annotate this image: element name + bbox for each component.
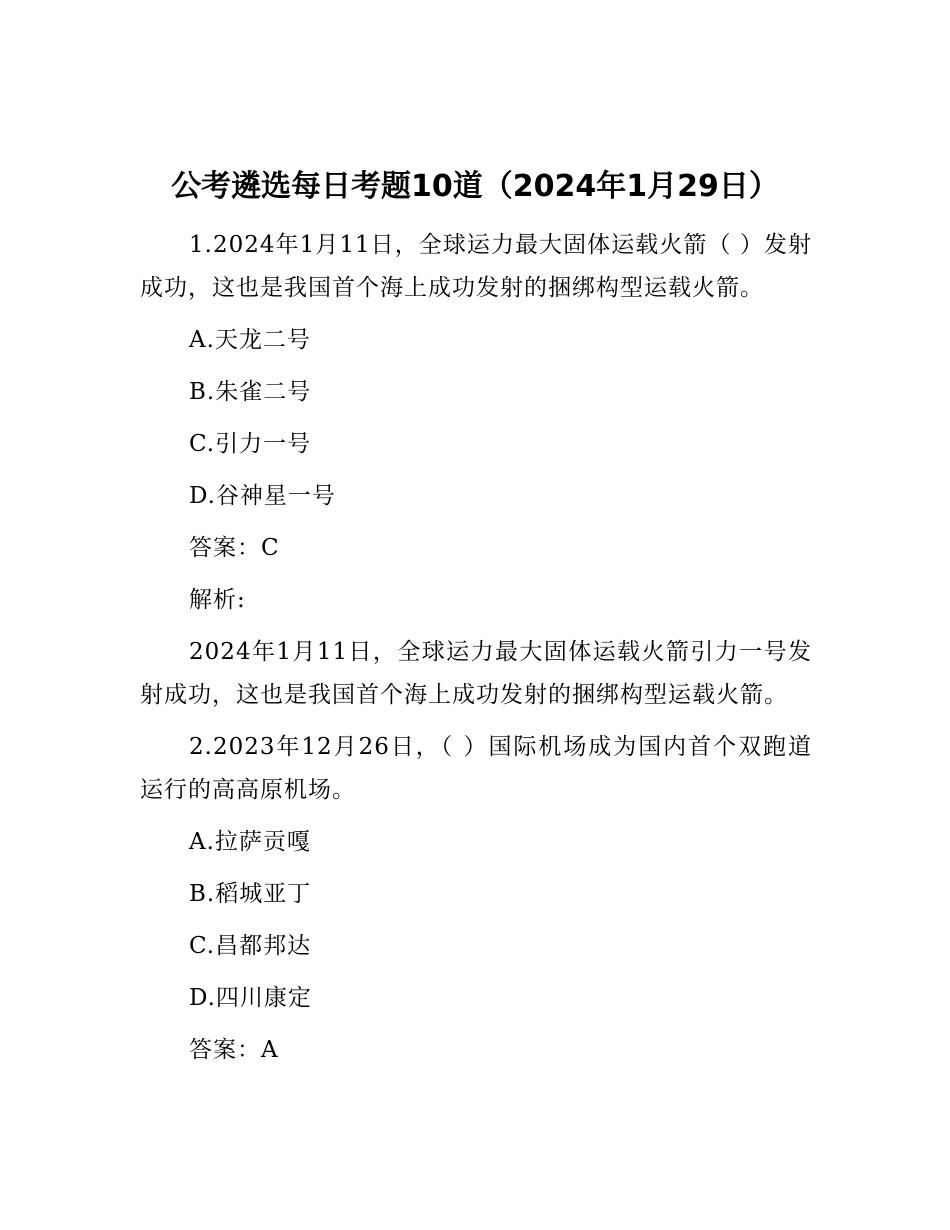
question-2-answer: 答案：A xyxy=(189,1037,279,1063)
question-2-option-d: D.四川康定 xyxy=(189,985,312,1011)
question-2-option-b: B.稻城亚丁 xyxy=(189,881,312,907)
question-1-analysis-label: 解析: xyxy=(189,587,246,613)
question-2-option-a: A.拉萨贡嘎 xyxy=(189,829,311,855)
document-body xyxy=(140,224,812,1081)
question-1-option-c: C.引力一号 xyxy=(189,431,312,457)
question-2-stem: 2.2023年12月26日，（ ）国际机场成为国内首个双跑道运行的高高原机场。 xyxy=(140,734,812,803)
question-1-answer: 答案：C xyxy=(189,535,280,561)
question-1-stem: 1.2024年1月11日，全球运力最大固体运载火箭（ ）发射成功，这也是我国首个海上成功发射的捆绑构型运载火箭。 xyxy=(140,232,812,301)
page-title: 公考遴选每日考题10道（2024年1月29日） xyxy=(171,169,779,204)
question-1-analysis: 2024年1月11日，全球运力最大固体运载火箭引力一号发射成功，这也是我国首个海上成功发射的捆绑构型运载火箭。 xyxy=(140,639,812,708)
question-1-option-b: B.朱雀二号 xyxy=(189,379,312,405)
question-1-option-a: A.天龙二号 xyxy=(189,327,311,353)
question-1-option-d: D.谷神星一号 xyxy=(189,483,336,509)
question-2-option-c: C.昌都邦达 xyxy=(189,933,312,959)
